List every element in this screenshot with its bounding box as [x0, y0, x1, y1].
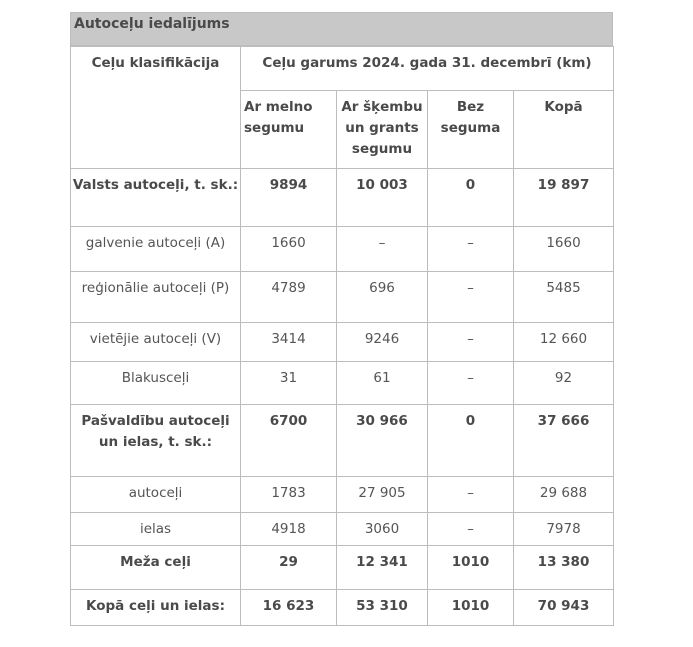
row-label: autoceļi	[71, 477, 241, 513]
row-value: 61	[337, 362, 428, 405]
row-value: –	[428, 272, 514, 323]
row-value: 9894	[241, 169, 337, 227]
table-row	[71, 323, 614, 362]
table-row	[71, 405, 614, 477]
row-value: 13 380	[514, 546, 614, 590]
row-value: 70 943	[514, 590, 614, 626]
length-group-header: Ceļu garums 2024. gada 31. decembrī (km)	[241, 47, 614, 91]
road-classification-table-wrapper	[70, 12, 613, 626]
row-value: 29 688	[514, 477, 614, 513]
row-value: 3060	[337, 513, 428, 546]
row-value: 4918	[241, 513, 337, 546]
row-value: 31	[241, 362, 337, 405]
table-row	[71, 227, 614, 272]
row-label: vietējie autoceļi (V)	[71, 323, 241, 362]
row-value: 10 003	[337, 169, 428, 227]
row-value: 1010	[428, 590, 514, 626]
row-value: 7978	[514, 513, 614, 546]
row-value: 16 623	[241, 590, 337, 626]
row-value: 0	[428, 169, 514, 227]
table-row	[71, 513, 614, 546]
row-label: ielas	[71, 513, 241, 546]
row-value: –	[428, 477, 514, 513]
row-label: Pašvaldību autoceļi un ielas, t. sk.:	[71, 405, 241, 477]
row-value: 696	[337, 272, 428, 323]
col-header-no-surface: Bez seguma	[428, 91, 514, 169]
row-value: 6700	[241, 405, 337, 477]
col-header-asphalt: Ar melno segumu	[241, 91, 337, 169]
row-value: 1660	[241, 227, 337, 272]
row-label: reģionālie autoceļi (P)	[71, 272, 241, 323]
row-value: 37 666	[514, 405, 614, 477]
row-value: –	[428, 323, 514, 362]
table-title: Autoceļu iedalījums	[70, 12, 613, 46]
table-row	[71, 590, 614, 626]
row-value: 5485	[514, 272, 614, 323]
row-value: 1010	[428, 546, 514, 590]
row-value: –	[337, 227, 428, 272]
row-label: Kopā ceļi un ielas:	[71, 590, 241, 626]
row-value: 29	[241, 546, 337, 590]
table-row	[71, 272, 614, 323]
col-header-gravel: Ar šķembu un grants segumu	[337, 91, 428, 169]
row-value: 1783	[241, 477, 337, 513]
table-row	[71, 477, 614, 513]
row-value: 30 966	[337, 405, 428, 477]
row-label: Meža ceļi	[71, 546, 241, 590]
classification-header: Ceļu klasifikācija	[71, 47, 241, 169]
road-length-table	[70, 46, 614, 626]
row-value: 9246	[337, 323, 428, 362]
header-row-1	[71, 47, 614, 91]
row-value: 12 341	[337, 546, 428, 590]
row-value: 27 905	[337, 477, 428, 513]
row-label: Blakusceļi	[71, 362, 241, 405]
row-value: 53 310	[337, 590, 428, 626]
row-value: 0	[428, 405, 514, 477]
row-value: 4789	[241, 272, 337, 323]
row-label: Valsts autoceļi, t. sk.:	[71, 169, 241, 227]
row-value: 3414	[241, 323, 337, 362]
row-value: 92	[514, 362, 614, 405]
col-header-total: Kopā	[514, 91, 614, 169]
row-value: 12 660	[514, 323, 614, 362]
table-row	[71, 546, 614, 590]
row-value: 19 897	[514, 169, 614, 227]
table-row	[71, 169, 614, 227]
row-value: –	[428, 227, 514, 272]
row-value: 1660	[514, 227, 614, 272]
row-value: –	[428, 362, 514, 405]
table-row	[71, 362, 614, 405]
row-label: galvenie autoceļi (A)	[71, 227, 241, 272]
row-value: –	[428, 513, 514, 546]
table-body	[71, 47, 614, 626]
